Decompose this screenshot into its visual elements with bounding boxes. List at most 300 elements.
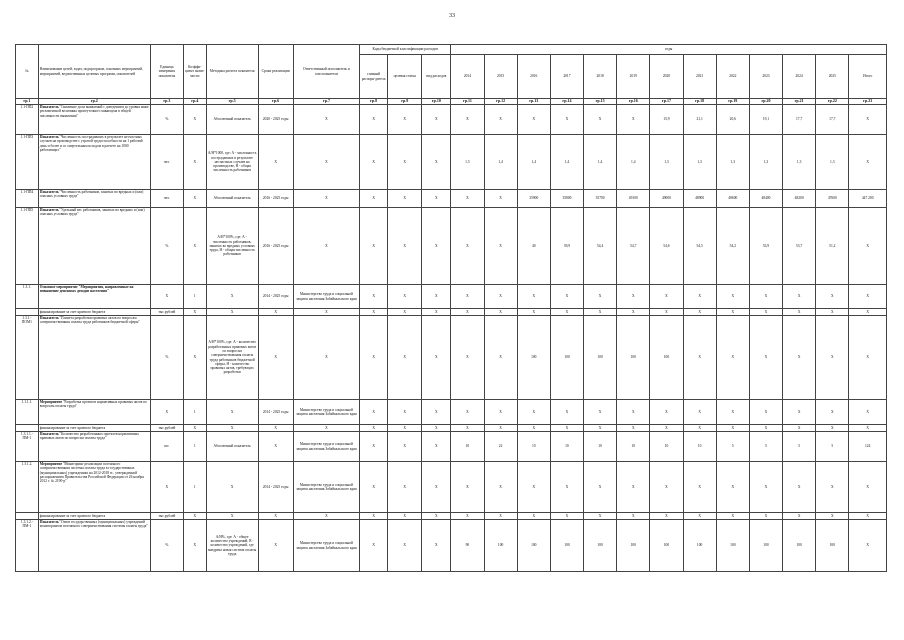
row-unit: %	[150, 520, 183, 572]
row-method: Х	[206, 309, 258, 316]
row-terms: Х	[258, 520, 293, 572]
header-budget-codes: Коды бюджетной классификации расходов	[360, 45, 451, 55]
row-method: Х	[206, 400, 258, 425]
row-year-value: Х	[517, 400, 550, 425]
column-number: гр.17	[650, 99, 683, 105]
row-year-value: 100	[550, 520, 583, 572]
row-responsible: Х	[293, 316, 359, 400]
row-year-value: Х	[550, 105, 583, 135]
header-year: 2014	[451, 55, 484, 99]
row-year-value: 35900	[517, 190, 550, 208]
row-coef: 1	[183, 400, 206, 425]
column-number: гр.22	[816, 99, 849, 105]
row-name	[38, 520, 150, 572]
row-year-value: Х	[650, 309, 683, 316]
row-unit: %	[150, 208, 183, 285]
row-year-value: 54,4	[584, 208, 617, 285]
row-year-value: Х	[451, 105, 484, 135]
table-row	[16, 105, 887, 135]
row-year-value: Х	[550, 309, 583, 316]
row-name	[38, 513, 150, 520]
row-year-value: Х	[716, 425, 749, 432]
row-year-value: 53,7	[783, 208, 816, 285]
row-year-value: Х	[484, 105, 517, 135]
row-year-value: 1,3	[816, 135, 849, 190]
row-year-value: 48400	[749, 190, 782, 208]
row-responsible: Министерство труда и социальной защиты населения Забайкальского края	[293, 462, 359, 513]
row-year-value: 35700	[584, 190, 617, 208]
column-number: гр.19	[716, 99, 749, 105]
row-year-value: Х	[550, 513, 583, 520]
row-responsible: Х	[293, 105, 359, 135]
row-responsible: Х	[293, 208, 359, 285]
row-year-value: Х	[484, 400, 517, 425]
row-method: А/Н*100%, где: А - численность работников, занятых во вредных условиях труда, Н - общая численность работников	[206, 208, 258, 285]
table-header	[16, 45, 887, 105]
row-name-text: "Мероприятия, направленные на повышение денежных доходов населения"	[39, 285, 134, 294]
row-year-value: 48900	[683, 190, 716, 208]
header-coef: Коэффи-циент значи-мости	[183, 45, 206, 99]
row-expense-type: Х	[422, 462, 451, 513]
row-year-value: 5	[816, 432, 849, 462]
column-number: гр.10	[422, 99, 451, 105]
row-method: Абсолютный показатель	[206, 432, 258, 462]
row-year-value: 53,9	[749, 208, 782, 285]
row-year-value: Х	[716, 309, 749, 316]
row-number: 1.1-ПП2	[16, 105, 39, 135]
row-year-value: Х	[584, 309, 617, 316]
row-year-value: Х	[451, 309, 484, 316]
header-main-manager: главный распоря-дитель	[360, 55, 388, 99]
row-year-value: 47600	[816, 190, 849, 208]
row-year-value: Х	[517, 425, 550, 432]
row-year-value: 100	[716, 520, 749, 572]
header-year: 2020	[650, 55, 683, 99]
row-year-value: Х	[517, 285, 550, 309]
row-year-value: Х	[484, 462, 517, 513]
row-year-value: 1,4	[550, 135, 583, 190]
row-year-value: Х	[816, 400, 849, 425]
header-year: 2018	[584, 55, 617, 99]
row-year-value: Х	[617, 513, 650, 520]
row-year-value: 54,5	[683, 208, 716, 285]
row-year-value: 100	[517, 316, 550, 400]
row-year-value: Х	[683, 425, 716, 432]
row-year-value: Х	[584, 285, 617, 309]
row-year-value: 100	[683, 520, 716, 572]
row-total: Х	[849, 400, 887, 425]
table-row	[16, 400, 887, 425]
row-year-value: 21,1	[683, 105, 716, 135]
row-name	[38, 105, 150, 135]
row-year-value: Х	[617, 400, 650, 425]
row-method: Абсолютный показатель	[206, 190, 258, 208]
row-main-manager: Х	[360, 309, 388, 316]
row-coef: Х	[183, 208, 206, 285]
row-year-value: Х	[617, 105, 650, 135]
row-year-value: Х	[451, 285, 484, 309]
row-year-value: Х	[683, 316, 716, 400]
row-name	[38, 309, 150, 316]
row-main-manager: Х	[360, 135, 388, 190]
row-terms: 2014 - 2025 годы	[258, 462, 293, 513]
row-total: Х	[849, 105, 887, 135]
row-main-manager: Х	[360, 190, 388, 208]
row-article: Х	[388, 520, 422, 572]
row-coef: Х	[183, 309, 206, 316]
row-number	[16, 425, 39, 432]
row-year-value: Х	[816, 309, 849, 316]
column-number: гр.8	[360, 99, 388, 105]
row-year-value: Х	[783, 462, 816, 513]
row-year-value: 100	[550, 316, 583, 400]
row-number: 1.3.1.	[16, 285, 39, 309]
row-expense-type: Х	[422, 513, 451, 520]
row-year-value: 5	[749, 432, 782, 462]
column-number: гр.20	[749, 99, 782, 105]
row-year-value: Х	[783, 513, 816, 520]
row-year-value: Х	[716, 462, 749, 513]
row-year-value: Х	[584, 513, 617, 520]
row-expense-type: Х	[422, 208, 451, 285]
row-name-kind: Показатель	[39, 105, 59, 109]
header-responsible: Ответственный исполнитель и соисполнители	[293, 45, 359, 99]
row-main-manager: Х	[360, 432, 388, 462]
row-year-value: Х	[451, 425, 484, 432]
row-year-value: Х	[783, 400, 816, 425]
column-number: гр.9	[388, 99, 422, 105]
row-name	[38, 316, 150, 400]
row-total: Х	[849, 208, 887, 285]
row-responsible: Х	[293, 135, 359, 190]
row-year-value: Х	[816, 513, 849, 520]
row-unit: чел.	[150, 135, 183, 190]
row-year-value: 1,3	[650, 135, 683, 190]
row-year-value: Х	[517, 105, 550, 135]
row-name-kind: Показатель	[39, 208, 59, 212]
row-year-value: Х	[584, 105, 617, 135]
row-coef: Х	[183, 105, 206, 135]
row-unit: %	[150, 316, 183, 400]
table-row	[16, 135, 887, 190]
row-name-kind: Основное мероприятие	[39, 285, 78, 289]
row-year-value: 100	[749, 520, 782, 572]
row-name-text: "Численность пострадавших в результате несчастных случаев на производстве с утратой трудоспособности на 1 рабочий день и более и со смертельным исходом в расчете на 1000 работающих"	[39, 135, 143, 152]
row-number	[16, 513, 39, 520]
row-year-value: Х	[550, 462, 583, 513]
row-terms: Х	[258, 135, 293, 190]
table-row	[16, 520, 887, 572]
row-method: А/Н*100%, где: А - количество разработанных правовых актов по вопросам совершенствования оплаты труда работников бюджетной сферы, Н - количество правовых актов, требующих разработки	[206, 316, 258, 400]
column-number: гр.13	[517, 99, 550, 105]
row-year-value: Х	[716, 285, 749, 309]
row-number: 1.3.1.1.- ПМ-1	[16, 432, 39, 462]
header-total: Итого	[849, 55, 887, 99]
row-year-value: Х	[816, 285, 849, 309]
row-year-value: 100	[816, 520, 849, 572]
header-expense-type: вид расходов	[422, 55, 451, 99]
row-year-value: Х	[550, 425, 583, 432]
row-coef: Х	[183, 425, 206, 432]
row-year-value: Х	[816, 425, 849, 432]
row-name	[38, 208, 150, 285]
header-year: 2016	[517, 55, 550, 99]
row-total: Х	[849, 316, 887, 400]
row-coef: Х	[183, 190, 206, 208]
row-article: Х	[388, 425, 422, 432]
column-number: гр.14	[550, 99, 583, 105]
row-name	[38, 400, 150, 425]
row-year-value: 1,3	[683, 135, 716, 190]
row-year-value: Х	[683, 309, 716, 316]
row-year-value: Х	[650, 513, 683, 520]
row-name	[38, 462, 150, 513]
row-name	[38, 425, 150, 432]
row-name-kind: Мероприятие	[39, 400, 63, 404]
header-year: 2023	[749, 55, 782, 99]
table-row	[16, 513, 887, 520]
row-article: Х	[388, 316, 422, 400]
row-year-value: Х	[749, 425, 782, 432]
row-year-value: Х	[816, 316, 849, 400]
row-year-value: Х	[584, 462, 617, 513]
row-method: Х	[206, 285, 258, 309]
row-year-value: Х	[451, 462, 484, 513]
row-year-value: Х	[749, 462, 782, 513]
row-year-value: 10	[584, 432, 617, 462]
row-year-value: Х	[451, 513, 484, 520]
row-name	[38, 190, 150, 208]
row-coef: Х	[183, 520, 206, 572]
row-year-value: 1,5	[451, 135, 484, 190]
row-expense-type: Х	[422, 316, 451, 400]
row-year-value: Х	[683, 462, 716, 513]
row-terms: Х	[258, 309, 293, 316]
header-num: №	[16, 45, 39, 99]
row-year-value: 22	[484, 432, 517, 462]
row-responsible: Х	[293, 190, 359, 208]
row-name-kind: Показатель	[39, 520, 59, 524]
row-main-manager: Х	[360, 520, 388, 572]
row-year-value: 17,7	[783, 105, 816, 135]
row-expense-type: Х	[422, 400, 451, 425]
row-method: Х	[206, 513, 258, 520]
row-expense-type: Х	[422, 425, 451, 432]
row-main-manager: Х	[360, 105, 388, 135]
row-year-value: Х	[484, 309, 517, 316]
header-unit: Единица измерения показателя	[150, 45, 183, 99]
row-year-value: Х	[749, 309, 782, 316]
row-name-text: "Снижение доли выявлений с доведением до уровня ниже регламентной величины пропеуточного минимума в общей численности выявления"	[39, 105, 149, 118]
header-method: Методика расчета показателя	[206, 45, 258, 99]
row-number	[16, 309, 39, 316]
row-terms: Х	[258, 425, 293, 432]
row-coef: 1	[183, 462, 206, 513]
header-article: целевая статья	[388, 55, 422, 99]
row-coef: Х	[183, 513, 206, 520]
row-total: Х	[849, 135, 887, 190]
row-main-manager: Х	[360, 462, 388, 513]
table-row	[16, 190, 887, 208]
row-year-value: Х	[683, 513, 716, 520]
row-terms: 2014 - 2025 годы	[258, 400, 293, 425]
row-year-value: 1,3	[749, 135, 782, 190]
row-name	[38, 285, 150, 309]
row-year-value: 100	[650, 520, 683, 572]
row-coef: 1	[183, 285, 206, 309]
row-coef: Х	[183, 316, 206, 400]
row-year-value: Х	[484, 513, 517, 520]
row-name-kind: Показатель	[39, 316, 59, 320]
row-number: 1.1-ПП3	[16, 135, 39, 190]
row-expense-type: Х	[422, 285, 451, 309]
row-article: Х	[388, 285, 422, 309]
row-expense-type: Х	[422, 135, 451, 190]
row-unit: %	[150, 105, 183, 135]
row-terms: 2020 - 2025 годы	[258, 105, 293, 135]
row-terms: 2016 - 2025 годы	[258, 190, 293, 208]
header-year: 2024	[783, 55, 816, 99]
row-number: 1.1-ПП5	[16, 208, 39, 285]
row-year-value: 10	[683, 432, 716, 462]
row-name	[38, 432, 150, 462]
header-year: 2019	[617, 55, 650, 99]
row-method: Х	[206, 462, 258, 513]
row-terms: 2016 - 2025 годы	[258, 208, 293, 285]
row-terms: Х	[258, 432, 293, 462]
column-number: гр.5	[206, 99, 258, 105]
row-year-value: Х	[783, 285, 816, 309]
row-main-manager: Х	[360, 208, 388, 285]
row-year-value: 39,9	[550, 208, 583, 285]
row-expense-type: Х	[422, 520, 451, 572]
row-main-manager: Х	[360, 425, 388, 432]
row-year-value: 48200	[783, 190, 816, 208]
row-main-manager: Х	[360, 400, 388, 425]
row-name-text: "Количество разработанных проектов нормативных правовых актов по вопросам оплаты труда"	[39, 432, 139, 441]
table-row	[16, 462, 887, 513]
row-year-value: 10	[617, 432, 650, 462]
header-year: 2025	[816, 55, 849, 99]
row-expense-type: Х	[422, 432, 451, 462]
row-total: Х	[849, 309, 887, 316]
row-year-value: Х	[683, 400, 716, 425]
row-name-text: "Удельный вес работников, занятых во вредных и (или) опасных условиях труда"	[39, 208, 145, 217]
row-main-manager: Х	[360, 285, 388, 309]
row-total: 124	[849, 432, 887, 462]
column-number: гр.18	[683, 99, 716, 105]
row-article: Х	[388, 190, 422, 208]
row-year-value: 90	[451, 520, 484, 572]
row-year-value: 100	[617, 520, 650, 572]
row-year-value: Х	[683, 285, 716, 309]
row-method: Х	[206, 425, 258, 432]
row-year-value: Х	[484, 190, 517, 208]
row-unit: Х	[150, 462, 183, 513]
row-year-value: 100	[484, 520, 517, 572]
row-year-value: Х	[650, 400, 683, 425]
row-year-value: Х	[749, 400, 782, 425]
program-indicators-table	[15, 44, 887, 572]
row-year-value: Х	[749, 316, 782, 400]
row-terms: Х	[258, 316, 293, 400]
row-number: 1.3.1.- ПОМ1	[16, 316, 39, 400]
header-year: 2022	[716, 55, 749, 99]
row-year-value: 1,3	[716, 135, 749, 190]
row-unit: тыс.рублей	[150, 309, 183, 316]
row-unit: Х	[150, 285, 183, 309]
row-year-value: Х	[517, 309, 550, 316]
column-number: гр.6	[258, 99, 293, 105]
page-number: 33	[449, 13, 455, 19]
row-year-value: 100	[584, 316, 617, 400]
column-number: гр.12	[484, 99, 517, 105]
table-row	[16, 425, 887, 432]
column-number: гр.3	[150, 99, 183, 105]
row-name-text: "Численность работников, занятых во вредных и (или) опасных условиях труда"	[39, 190, 144, 199]
table-body	[16, 105, 887, 572]
row-year-value: 1,4	[617, 135, 650, 190]
row-name-kind: Показатель	[39, 135, 59, 139]
row-coef: Х	[183, 135, 206, 190]
row-year-value: Х	[484, 208, 517, 285]
row-year-value: 51,2	[816, 208, 849, 285]
row-year-value: 100	[617, 316, 650, 400]
row-year-value: Х	[550, 400, 583, 425]
row-responsible: Министерство труда и социальной защиты населения Забайкальского края	[293, 520, 359, 572]
row-name-text: "Мониторинг реализации поэтапного совершенствования системы оплаты труда в государственных (муниципальных) учреждениях на 2012-2018 гг., утвержденной распоряжением Правительства Российской Федерации от 26 ноября 2012 г. № 2190-р"	[39, 462, 144, 484]
row-name-text: "Охват государственных (муниципальных) учреждений мониторингом поэтапного совершенствования системы оплаты труда"	[39, 520, 148, 529]
header-year: 2015	[484, 55, 517, 99]
row-year-value: Х	[749, 285, 782, 309]
row-year-value: 10	[550, 432, 583, 462]
row-article: Х	[388, 105, 422, 135]
row-article: Х	[388, 208, 422, 285]
row-method: Абсолютный показатель	[206, 105, 258, 135]
column-number: гр.16	[617, 99, 650, 105]
row-method: А/Н%, где: А - общее количество учреждений, В - количество учреждений, где внедрена новая система оплаты труда	[206, 520, 258, 572]
row-expense-type: Х	[422, 190, 451, 208]
row-method: А/Н*1000, где: А - численность пострадавших в результате несчастных случаев на производстве, Н - общая численность работников	[206, 135, 258, 190]
header-terms: Сроки реализации	[258, 45, 293, 99]
row-year-value: 54,6	[650, 208, 683, 285]
row-responsible: Х	[293, 513, 359, 520]
row-coef: 1	[183, 432, 206, 462]
row-unit: шт.	[150, 432, 183, 462]
row-year-value: Х	[451, 190, 484, 208]
row-year-value: 5	[716, 432, 749, 462]
header-year: 2017	[550, 55, 583, 99]
row-year-value: Х	[783, 316, 816, 400]
row-year-value: Х	[517, 513, 550, 520]
row-year-value: 54,2	[716, 208, 749, 285]
row-year-value: 100	[584, 520, 617, 572]
row-unit: чел.	[150, 190, 183, 208]
row-name-text: "Разработка проектов нормативных правовых актов по вопросам оплаты труда"	[39, 400, 147, 409]
row-article: Х	[388, 309, 422, 316]
row-year-value: 10	[451, 432, 484, 462]
column-number: гр.23	[849, 99, 887, 105]
row-year-value: 10	[517, 432, 550, 462]
row-responsible: Министерство труда и социальной защиты населения Забайкальского края	[293, 285, 359, 309]
row-name-text: финансирование за счет краевого бюджета	[39, 425, 106, 430]
row-name-text: "Планета разработки правовых актов по вопросам совершенствования оплаты труда работников бюджетной сферы"	[39, 316, 140, 325]
row-expense-type: Х	[422, 309, 451, 316]
row-year-value: 100	[517, 520, 550, 572]
table-row	[16, 316, 887, 400]
row-year-value: 10	[650, 432, 683, 462]
column-number: гр.1	[16, 99, 39, 105]
